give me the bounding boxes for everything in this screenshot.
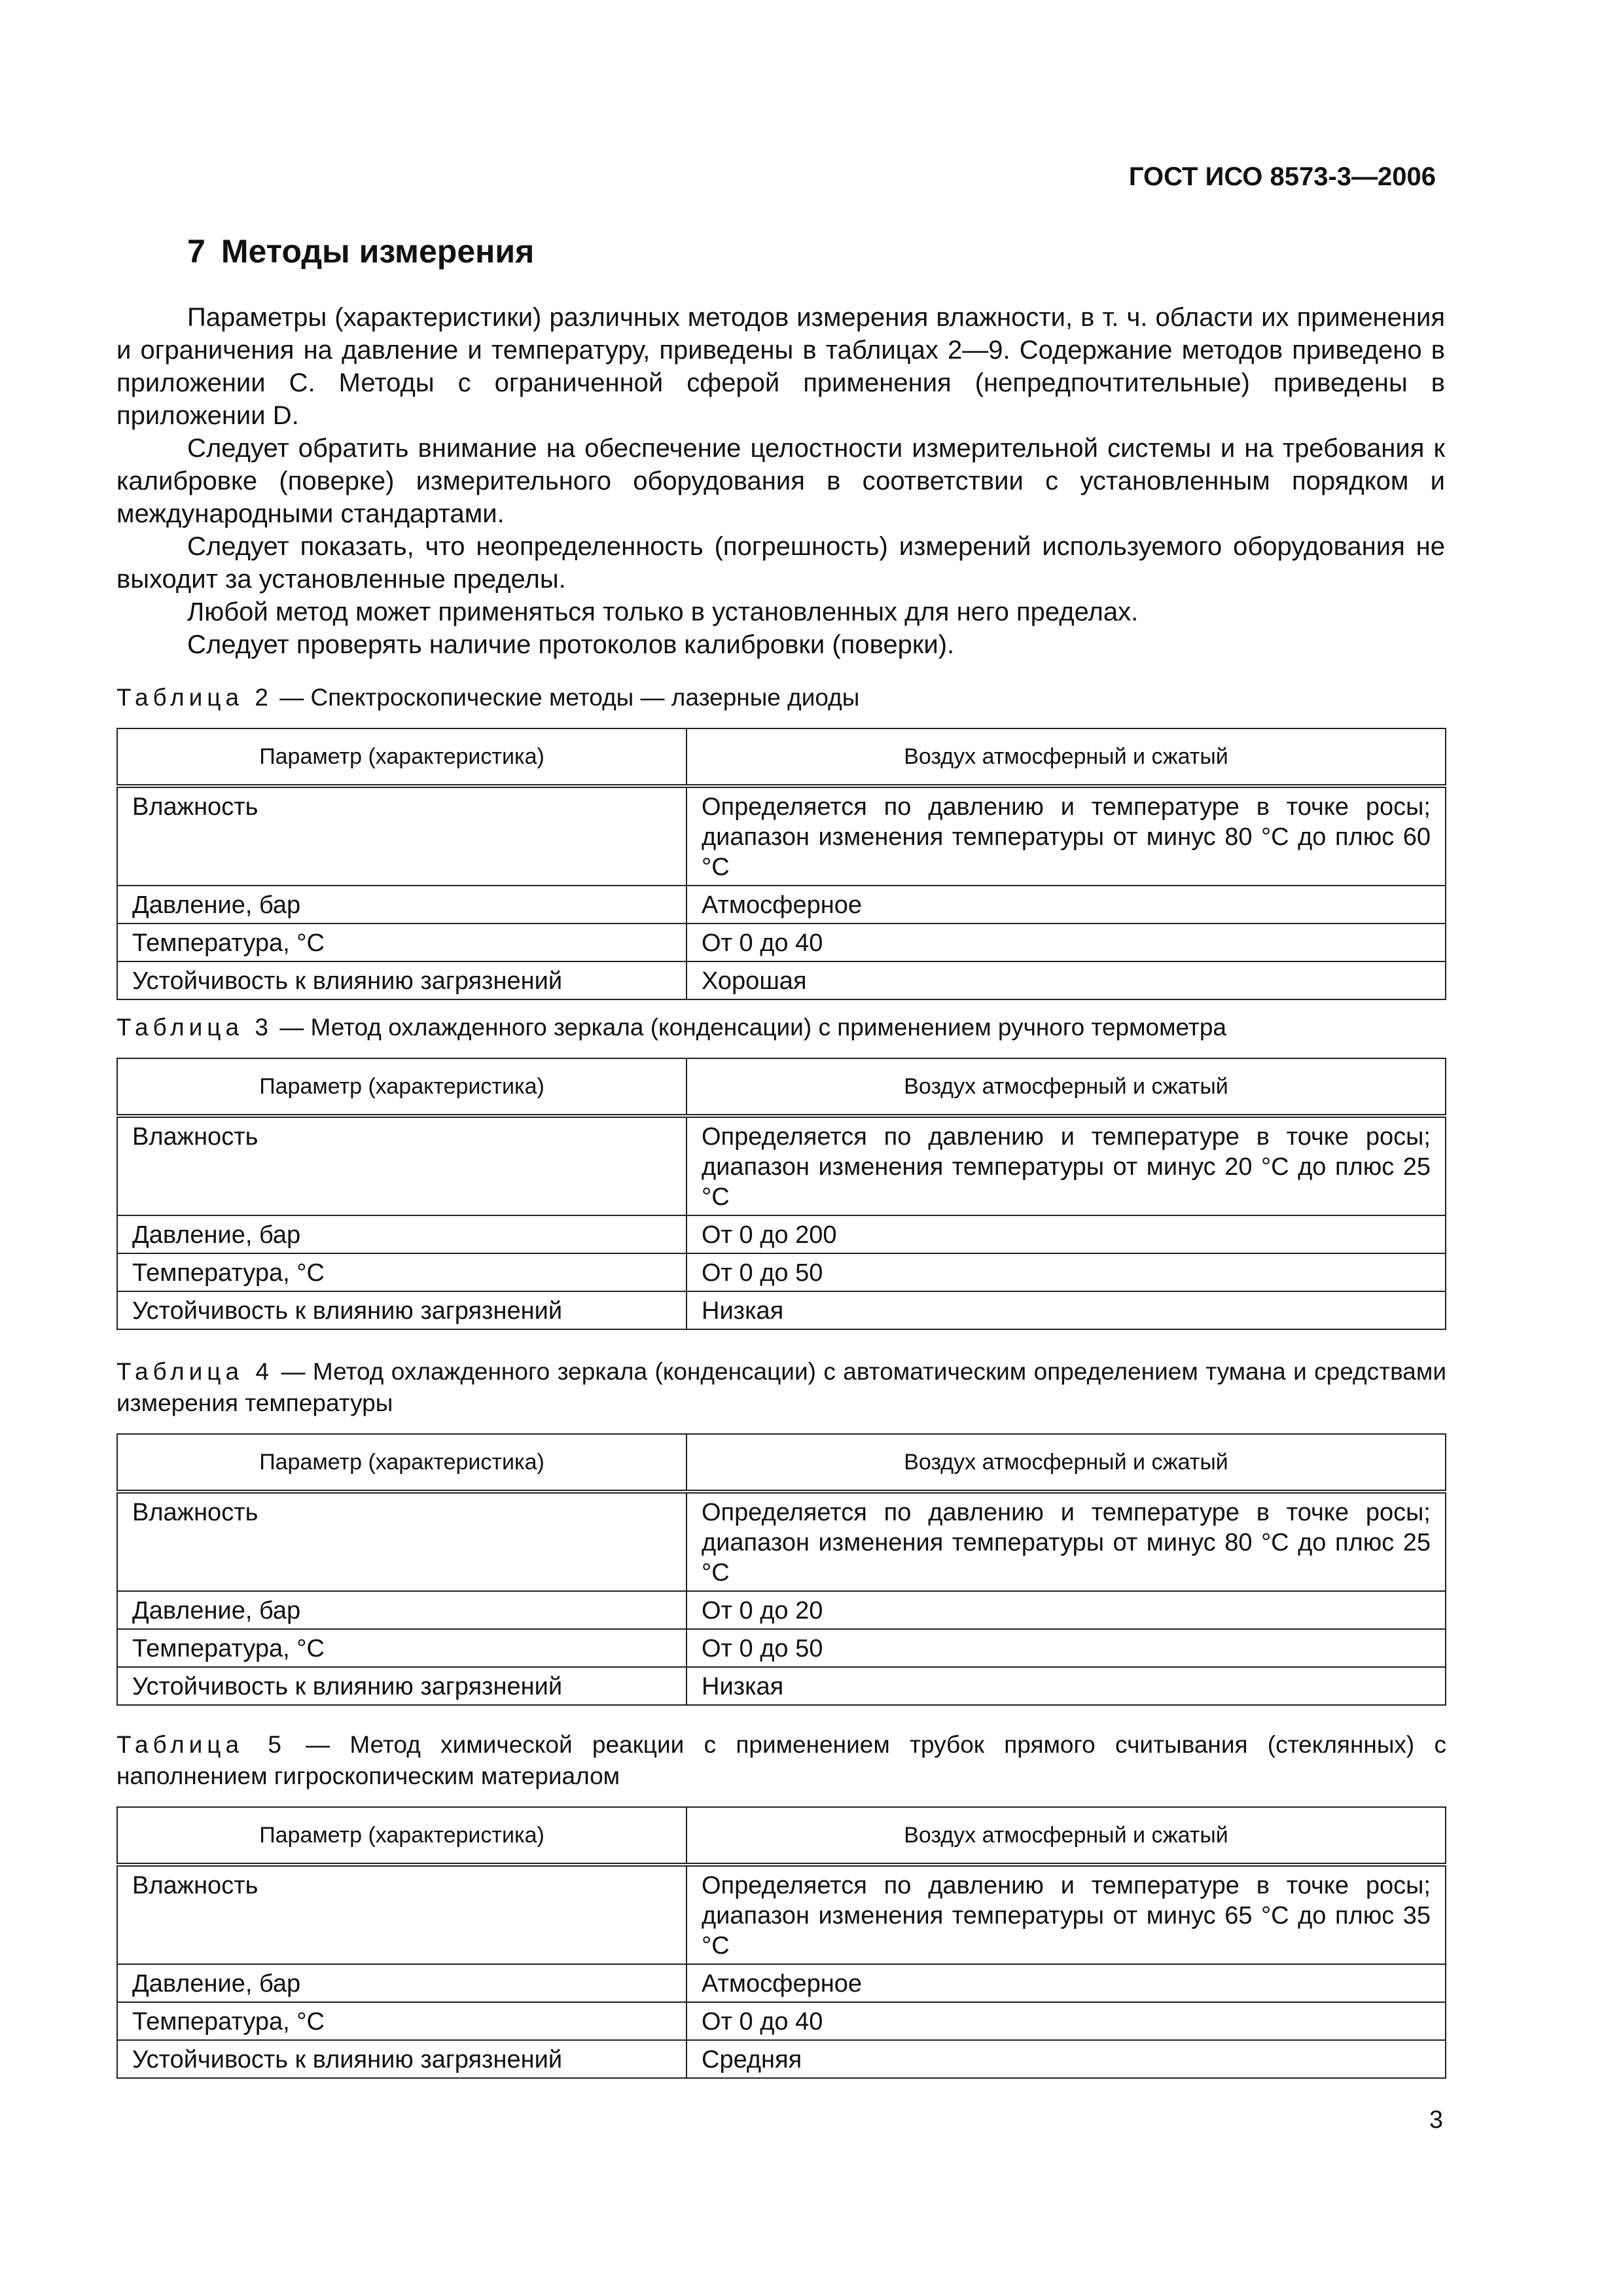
- param-cell: Устойчивость к влиянию загрязнений: [117, 2040, 687, 2078]
- table-caption-label: Таблица 2: [116, 684, 273, 711]
- table-row: [117, 1253, 1446, 1291]
- header-cell-air: Воздух атмосферный и сжатый: [687, 1807, 1446, 1865]
- table-caption: [116, 1012, 1446, 1043]
- header-cell-parameter: Параметр (характеристика): [117, 1807, 687, 1865]
- param-cell: Устойчивость к влиянию загрязнений: [117, 1667, 687, 1705]
- table-row: [117, 1291, 1446, 1329]
- section-body: [116, 301, 1445, 661]
- param-cell: Устойчивость к влиянию загрязнений: [117, 961, 687, 999]
- table-caption: [116, 1356, 1446, 1419]
- paragraph: Параметры (характеристики) различных методов измерения влажности, в т. ч. области их применения и ограничения на давление и температуру, приведены в таблицах 2—9. Содержание методов приведено в приложении С. Методы с ограниченной сферой применения (непредпочтительные) приведены в приложении D.: [116, 303, 1445, 430]
- table-2: [116, 728, 1446, 1000]
- value-cell: Определяется по давлению и температуре в точке росы; диапазон изменения температуры от минус 80 °С до плюс 25 °С: [687, 1492, 1446, 1591]
- table-row: [117, 1964, 1446, 2002]
- table-caption-label: Таблица 3: [116, 1014, 273, 1041]
- table-row: [117, 924, 1446, 961]
- value-cell: Атмосферное: [687, 886, 1446, 924]
- value-cell: От 0 до 40: [687, 2002, 1446, 2040]
- param-cell: Давление, бар: [117, 886, 687, 924]
- param-cell: Влажность: [117, 1865, 687, 1964]
- header-cell-parameter: Параметр (характеристика): [117, 1058, 687, 1116]
- value-cell: Средняя: [687, 2040, 1446, 2078]
- table-caption-label: Таблица 4: [116, 1358, 274, 1385]
- table-row: [117, 2040, 1446, 2078]
- table-row: [117, 1667, 1446, 1705]
- value-cell: От 0 до 40: [687, 924, 1446, 961]
- table-caption-label: Таблица 5: [116, 1731, 286, 1758]
- param-cell: Влажность: [117, 1116, 687, 1215]
- section-title: Методы измерения: [221, 233, 535, 270]
- table-caption-text: — Метод охлажденного зеркала (конденсации) с автоматическим определением тумана и средствами измерения температуры: [116, 1358, 1446, 1416]
- table-3-block: [116, 1012, 1446, 1330]
- table-caption-text: — Метод химической реакции с применением трубок прямого считывания (стеклянных) с наполнением гигроскопическим материалом: [116, 1731, 1446, 1789]
- param-cell: Температура, °С: [117, 924, 687, 961]
- table-row: [117, 1629, 1446, 1667]
- paragraph: Следует показать, что неопределенность (погрешность) измерений используемого оборудования не выходит за установленные пределы.: [116, 532, 1445, 594]
- table-header-row: [117, 1058, 1446, 1116]
- document-code: ГОСТ ИСО 8573-3—2006: [1128, 162, 1436, 191]
- table-5-block: [116, 1729, 1446, 2079]
- value-cell: Низкая: [687, 1667, 1446, 1705]
- header-cell-air: Воздух атмосферный и сжатый: [687, 1434, 1446, 1492]
- value-cell: От 0 до 50: [687, 1629, 1446, 1667]
- table-row: [117, 1865, 1446, 1964]
- table-caption-text: — Метод охлажденного зеркала (конденсации) с применением ручного термометра: [272, 1014, 1227, 1041]
- param-cell: Температура, °С: [117, 1629, 687, 1667]
- table-4-block: [116, 1356, 1446, 1706]
- section-heading: [187, 232, 534, 270]
- value-cell: Атмосферное: [687, 1964, 1446, 2002]
- value-cell: От 0 до 200: [687, 1215, 1446, 1253]
- table-row: [117, 886, 1446, 924]
- paragraph: Следует обратить внимание на обеспечение целостности измерительной системы и на требования к калибровке (поверке) измерительного оборудования в соответствии с установленным порядком и международными стандартами.: [116, 434, 1445, 528]
- section-number: 7: [187, 233, 205, 270]
- value-cell: Определяется по давлению и температуре в точке росы; диапазон изменения температуры от минус 20 °С до плюс 25 °С: [687, 1116, 1446, 1215]
- param-cell: Температура, °С: [117, 2002, 687, 2040]
- table-3: [116, 1058, 1446, 1330]
- table-row: [117, 1215, 1446, 1253]
- param-cell: Давление, бар: [117, 1591, 687, 1629]
- header-cell-air: Воздух атмосферный и сжатый: [687, 1058, 1446, 1116]
- table-row: [117, 1492, 1446, 1591]
- table-header-row: [117, 728, 1446, 786]
- paragraph: Любой метод может применяться только в установленных для него пределах.: [187, 598, 1139, 626]
- header-cell-air: Воздух атмосферный и сжатый: [687, 728, 1446, 786]
- param-cell: Устойчивость к влиянию загрязнений: [117, 1291, 687, 1329]
- value-cell: От 0 до 20: [687, 1591, 1446, 1629]
- value-cell: От 0 до 50: [687, 1253, 1446, 1291]
- table-2-block: [116, 682, 1446, 1000]
- table-5: [116, 1806, 1446, 2079]
- param-cell: Температура, °С: [117, 1253, 687, 1291]
- table-row: [117, 2002, 1446, 2040]
- table-row: [117, 1591, 1446, 1629]
- table-caption: [116, 682, 1446, 713]
- param-cell: Давление, бар: [117, 1964, 687, 2002]
- page-number: 3: [1429, 2106, 1443, 2134]
- table-header-row: [117, 1434, 1446, 1492]
- param-cell: Давление, бар: [117, 1215, 687, 1253]
- paragraph: Следует проверять наличие протоколов калибровки (поверки).: [187, 630, 955, 659]
- table-header-row: [117, 1807, 1446, 1865]
- table-row: [117, 1116, 1446, 1215]
- param-cell: Влажность: [117, 786, 687, 886]
- value-cell: Определяется по давлению и температуре в точке росы; диапазон изменения температуры от минус 80 °С до плюс 60 °С: [687, 786, 1446, 886]
- table-caption: [116, 1729, 1446, 1792]
- header-cell-parameter: Параметр (характеристика): [117, 728, 687, 786]
- table-row: [117, 786, 1446, 886]
- value-cell: Определяется по давлению и температуре в точке росы; диапазон изменения температуры от минус 65 °С до плюс 35 °С: [687, 1865, 1446, 1964]
- param-cell: Влажность: [117, 1492, 687, 1591]
- value-cell: Низкая: [687, 1291, 1446, 1329]
- table-row: [117, 961, 1446, 999]
- value-cell: Хорошая: [687, 961, 1446, 999]
- table-4: [116, 1433, 1446, 1706]
- table-caption-text: — Спектроскопические методы — лазерные диоды: [272, 684, 860, 711]
- header-cell-parameter: Параметр (характеристика): [117, 1434, 687, 1492]
